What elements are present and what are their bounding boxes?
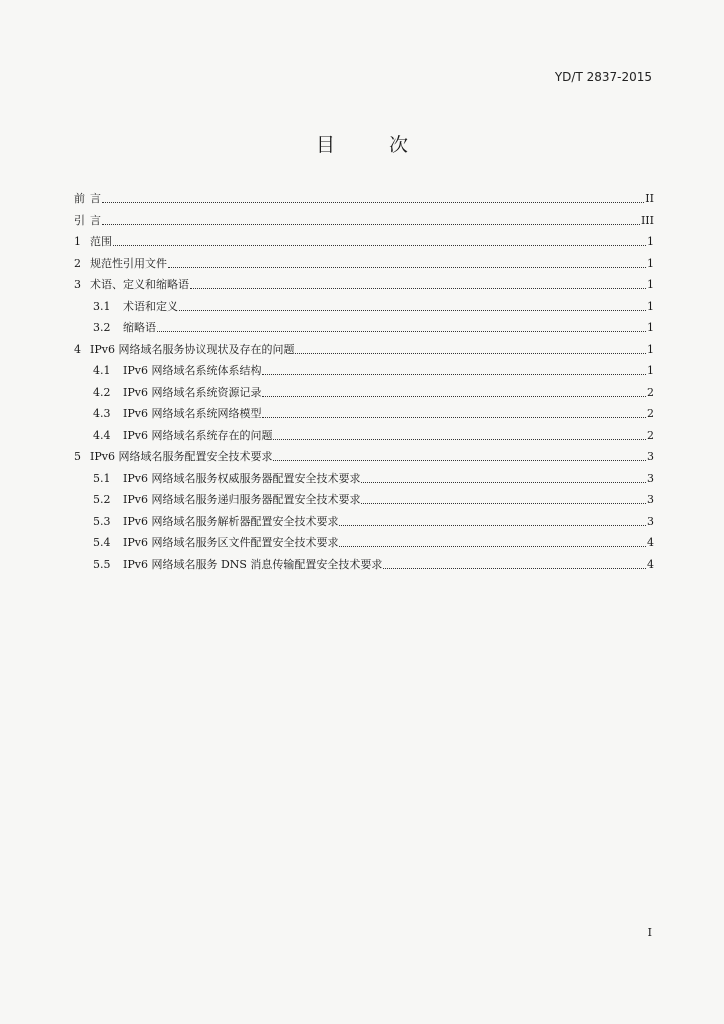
toc-entry-page: 4 bbox=[647, 536, 654, 549]
toc-entry-title: IPv6 网络域名系统体系结构 bbox=[123, 364, 262, 377]
toc-entry-number: 4 bbox=[74, 342, 81, 356]
toc-entry-title: IPv6 网络域名系统资源记录 bbox=[123, 385, 262, 399]
toc-entry-title: IPv6 网络域名服务协议现状及存在的问题 bbox=[90, 342, 295, 356]
toc-entry-number: 1 bbox=[74, 235, 81, 248]
toc-entry-page: 3 bbox=[647, 493, 654, 506]
toc-entry[interactable] bbox=[74, 233, 654, 255]
toc-entry-number: 2 bbox=[74, 256, 81, 270]
toc-entry[interactable] bbox=[74, 513, 654, 535]
toc-entry[interactable] bbox=[74, 190, 654, 212]
toc-entry-page: III bbox=[640, 213, 654, 227]
toc-entry-title: IPv6 网络域名系统网络模型 bbox=[123, 407, 262, 420]
toc-entry[interactable] bbox=[74, 470, 654, 492]
dot-leader bbox=[262, 417, 646, 418]
toc-entry-number: 5.1 bbox=[93, 471, 111, 485]
toc-entry-number: 3 bbox=[74, 278, 81, 291]
dot-leader bbox=[262, 396, 646, 397]
toc-entry-number: 5.3 bbox=[93, 514, 111, 528]
dot-leader bbox=[383, 568, 646, 569]
toc-entry-page: 1 bbox=[647, 342, 654, 356]
toc-entry-number: 5 bbox=[74, 450, 81, 463]
toc-entry-title: 术语、定义和缩略语 bbox=[90, 278, 189, 291]
toc-entry-title: IPv6 网络域名系统存在的问题 bbox=[123, 428, 273, 442]
toc-entry-title: 言 bbox=[90, 192, 101, 205]
toc-entry-number: 4.1 bbox=[93, 364, 111, 377]
toc-entry[interactable] bbox=[74, 255, 654, 277]
toc-entry-title: IPv6 网络域名服务区文件配置安全技术要求 bbox=[123, 536, 339, 549]
toc-entry-page: 4 bbox=[647, 557, 654, 571]
toc-entry-title: IPv6 网络域名服务配置安全技术要求 bbox=[90, 450, 273, 463]
dot-leader bbox=[190, 288, 646, 289]
toc-entry-page: II bbox=[645, 192, 654, 205]
toc-entry-title: 言 bbox=[90, 213, 101, 227]
toc-entry-title: 规范性引用文件 bbox=[90, 256, 167, 270]
toc-entry[interactable] bbox=[74, 276, 654, 298]
toc-entry-page: 2 bbox=[647, 407, 654, 420]
toc-entry-number: 5.2 bbox=[93, 493, 111, 506]
toc-entry[interactable] bbox=[74, 534, 654, 556]
dot-leader bbox=[179, 310, 646, 311]
toc-title: 目 次 bbox=[315, 134, 433, 156]
toc-entry[interactable] bbox=[74, 556, 654, 578]
toc-entry-page: 1 bbox=[647, 256, 654, 270]
page-number: I bbox=[647, 926, 652, 939]
toc-entry[interactable] bbox=[74, 362, 654, 384]
dot-leader bbox=[157, 331, 646, 332]
dot-leader bbox=[262, 374, 646, 375]
toc-entry-page: 1 bbox=[647, 299, 654, 313]
dot-leader bbox=[102, 224, 640, 225]
toc-entry-page: 1 bbox=[647, 321, 654, 334]
toc-entry-page: 2 bbox=[647, 428, 654, 442]
dot-leader bbox=[361, 503, 646, 504]
toc-entry-page: 1 bbox=[647, 278, 654, 291]
toc-entry[interactable] bbox=[74, 212, 654, 234]
toc-entry[interactable] bbox=[74, 319, 654, 341]
dot-leader bbox=[168, 267, 646, 268]
dot-leader bbox=[273, 439, 646, 440]
dot-leader bbox=[102, 202, 644, 203]
toc-entry-title: 术语和定义 bbox=[123, 299, 178, 313]
toc-entry-number: 3.2 bbox=[93, 321, 111, 334]
dot-leader bbox=[339, 525, 646, 526]
toc-entry-title: 范围 bbox=[90, 235, 112, 248]
toc-entry-number: 前 bbox=[74, 192, 85, 205]
toc-entry[interactable] bbox=[74, 298, 654, 320]
toc-entry-page: 3 bbox=[647, 450, 654, 463]
toc-entry-number: 5.5 bbox=[93, 557, 111, 571]
toc-entry-number: 5.4 bbox=[93, 536, 111, 549]
dot-leader bbox=[113, 245, 646, 246]
standard-code: YD/T 2837-2015 bbox=[554, 70, 652, 84]
toc-entry-number: 3.1 bbox=[93, 299, 111, 313]
dot-leader bbox=[361, 482, 646, 483]
toc-entry[interactable] bbox=[74, 448, 654, 470]
toc-entry[interactable] bbox=[74, 384, 654, 406]
toc-entry[interactable] bbox=[74, 491, 654, 513]
toc-entry[interactable] bbox=[74, 341, 654, 363]
toc-entry-page: 1 bbox=[647, 235, 654, 248]
toc-entry-page: 3 bbox=[647, 514, 654, 528]
toc-entry-title: IPv6 网络域名服务权威服务器配置安全技术要求 bbox=[123, 471, 361, 485]
dot-leader bbox=[295, 353, 646, 354]
toc-entry-title: IPv6 网络域名服务递归服务器配置安全技术要求 bbox=[123, 493, 361, 506]
table-of-contents bbox=[74, 190, 654, 577]
dot-leader bbox=[273, 460, 646, 461]
toc-entry-title: 缩略语 bbox=[123, 321, 156, 334]
toc-entry-title: IPv6 网络域名服务解析器配置安全技术要求 bbox=[123, 514, 339, 528]
toc-entry-title: IPv6 网络域名服务 DNS 消息传输配置安全技术要求 bbox=[123, 557, 383, 571]
toc-entry-page: 1 bbox=[647, 364, 654, 377]
toc-entry-number: 4.2 bbox=[93, 385, 111, 399]
toc-entry-page: 2 bbox=[647, 385, 654, 399]
dot-leader bbox=[339, 546, 646, 547]
toc-entry[interactable] bbox=[74, 427, 654, 449]
toc-entry-number: 引 bbox=[74, 213, 85, 227]
toc-entry-number: 4.4 bbox=[93, 428, 111, 442]
toc-entry[interactable] bbox=[74, 405, 654, 427]
toc-entry-number: 4.3 bbox=[93, 407, 111, 420]
toc-entry-page: 3 bbox=[647, 471, 654, 485]
